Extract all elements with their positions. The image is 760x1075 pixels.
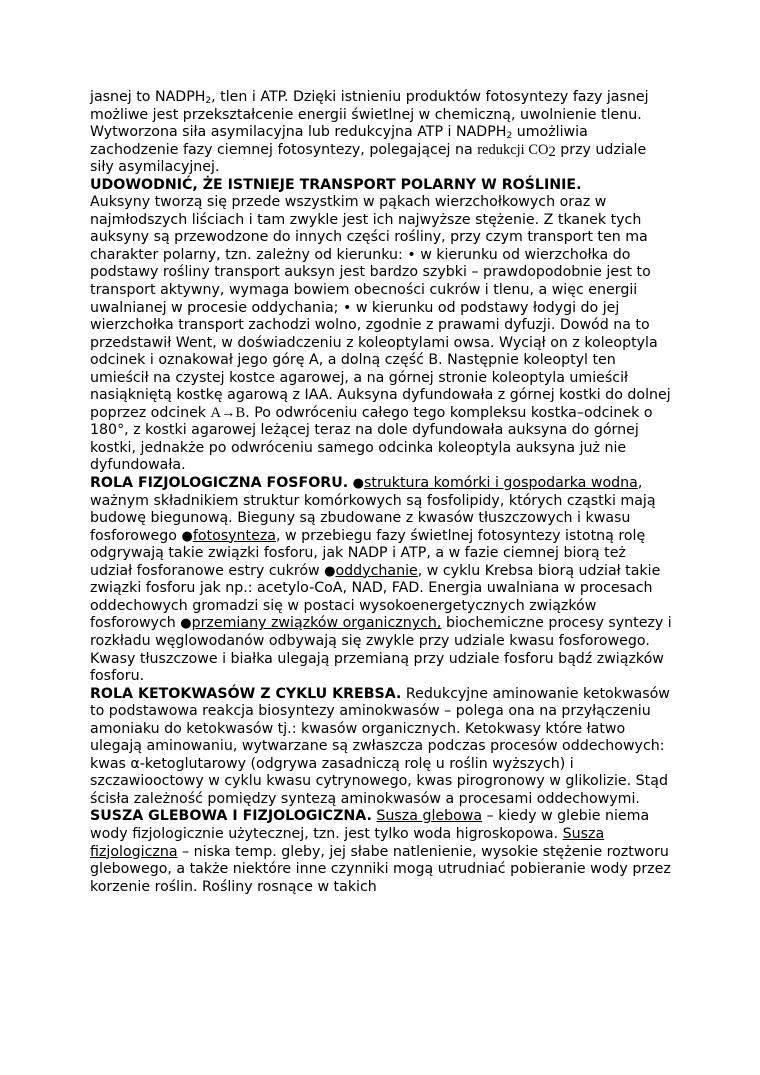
text-run: , tlen i ATP. Dzięki istnieniu produktów fotosyntezy fazy jasnej możliwe jest przekształcenie energii świetlnej w chemiczną, uwolnienie tlenu. Wytworzona siła asymilacyjna lub redukcyjna ATP i NADPH — [90, 89, 649, 141]
text-run: jasnej to NADPH — [90, 89, 206, 105]
underlined-term: przemiany związków organicznych, — [191, 615, 442, 632]
text-run: , w cyklu Krebsa biorą udział takie związki fosforu jak np.: acetylo-CoA, NAD, FAD. Energia uwalniana w procesach oddechowych gromadzi się w postaci wysokoenergetycznych związków fosforowych — [90, 562, 661, 632]
underlined-term: struktura komórki i gospodarka wodna — [363, 475, 638, 492]
subscript: 2 — [205, 96, 212, 106]
photosynthesis-paragraph — [90, 89, 672, 177]
text-run: biochemiczne procesy syntezy i rozkładu węglowodanów odbywają się zwykle przy udziale kwasu fosforowego. Kwasy tłuszczowe i białka ulegają przemianą przy udziale fosforu bądź związków fosforu. — [90, 615, 672, 685]
section-heading: ROLA FIZJOLOGICZNA FOSFORU. — [90, 475, 349, 492]
polar-transport-section — [90, 177, 672, 475]
bullet-icon: ● — [352, 476, 364, 492]
bullet-icon: ● — [181, 528, 193, 544]
section-heading: UDOWODNIĆ, ŻE ISTNIEJE TRANSPORT POLARNY W ROŚLINIE. — [90, 176, 582, 193]
text-run: . Po odwróceniu całego tego kompleksu kostka–odcinek o 180°, z kostki agarowej leżącej teraz na dole dyfundowała auksyna do górnej kostki, jednakże po odwróceniu samego odcinka koleoptyla auksyna już nie dyfundowała. — [90, 404, 653, 474]
text-run: umożliwia zachodzenie fazy ciemnej fotosyntezy, polegającej na — [90, 124, 588, 158]
underlined-term: fotosynteza — [192, 527, 276, 544]
text-run: , w przebiegu fazy świetlnej fotosyntezy istotną rolę odgrywają takie związki fosforu, jak NADP i ATP, a w fazie ciemnej biorą też udział fosforanowe estry cukrów — [90, 527, 646, 579]
text-run: redukcji CO — [477, 141, 549, 158]
text-run: przy udziale siły asymilacyjnej. — [90, 141, 647, 176]
text-run: – niska temp. gleby, jej słabe natlenienie, wysokie stężenie roztworu glebowego, a także niektóre inne czynniki mogą utrudniać pobieranie wody przez korzenie roślin. Rośliny rosnące w takich — [90, 843, 671, 895]
subscript: 2 — [548, 143, 556, 160]
section-heading: SUSZA GLEBOWA I FIZJOLOGICZNA. — [90, 808, 372, 825]
text-run: Auksyny tworzą się przede wszystkim w pąkach wierzchołkowych oraz w najmłodszych liściach i tam zwykle jest ich najwyższe stężenie. Z tkanek tych auksyny są przewodzone do innych części rośliny, przy czym transport ten ma charakter polarny, tzn. zależny od kierunku: • w kierunku od wierzchołka do podstawy rośliny transport auksyn jest bardzo szybki – prawdopodobnie jest to transport aktywny, wymaga bowiem obecności cukrów i tlenu, a więc energii uwalnianej w procesie oddychania; • w kierunku od podstawy łodygi do jej wierzchołka transport zachodzi wolno, zgodnie z prawami dyfuzji. Dowód na to przedstawił Went, w doświadczeniu z koleoptylami owsa. Wyciął on z koleoptyla odcinek i oznakował jego górę A, a dolną część B. Następnie koleoptyl ten umieścił na czystej kostce agarowej, a na górnej stronie koleoptyla umieścił nasiąkniętą kostkę agarową z IAA. Auksyna dyfundowała z górnej kostki do dolnej poprzez odcinek — [90, 194, 671, 421]
text-run: , ważnym składnikiem struktur komórkowych są fosfolipidy, których cząstki mają budowę biegunową. Bieguny są zbudowane z kwasów tłuszczowych i kwasu fosforowego — [90, 475, 656, 544]
document-page — [90, 89, 672, 896]
section-heading: ROLA KETOKWASÓW Z CYKLU KREBSA. — [90, 685, 402, 702]
ketoacids-section — [90, 686, 672, 809]
bullet-icon: ● — [324, 563, 336, 579]
underlined-term: Susza fizjologiczna — [90, 825, 605, 860]
arrow-notation: A→B — [210, 404, 246, 421]
underlined-term: Susza glebowa — [376, 808, 483, 825]
drought-section — [90, 808, 672, 896]
text-run: – kiedy w glebie niema wody fizjologicznie użytecznej, tzn. jest tylko woda higroskopowa. — [90, 808, 650, 842]
bullet-icon: ● — [180, 616, 192, 632]
phosphorus-role-section — [90, 475, 672, 686]
text-run: Redukcyjne aminowanie ketokwasów to podstawowa reakcja biosyntezy aminokwasów – polega ona na przyłączeniu amoniaku do ketokwasów tj.: kwasów organicznych. Ketokwasy które łatwo ulegają aminowaniu, wytwarzane są zwłaszcza podczas procesów oddechowych: kwas α-ketoglutarowy (odgrywa zasadniczą rolę u roślin wyższych) i szczawiooctowy w cyklu kwasu cytrynowego, kwas pirogronowy w glikolizie. Stąd ścisła zależność pomiędzy syntezą aminokwasów a procesami oddechowymi. — [90, 685, 670, 807]
underlined-term: oddychanie — [335, 562, 418, 579]
subscript: 2 — [506, 131, 513, 142]
